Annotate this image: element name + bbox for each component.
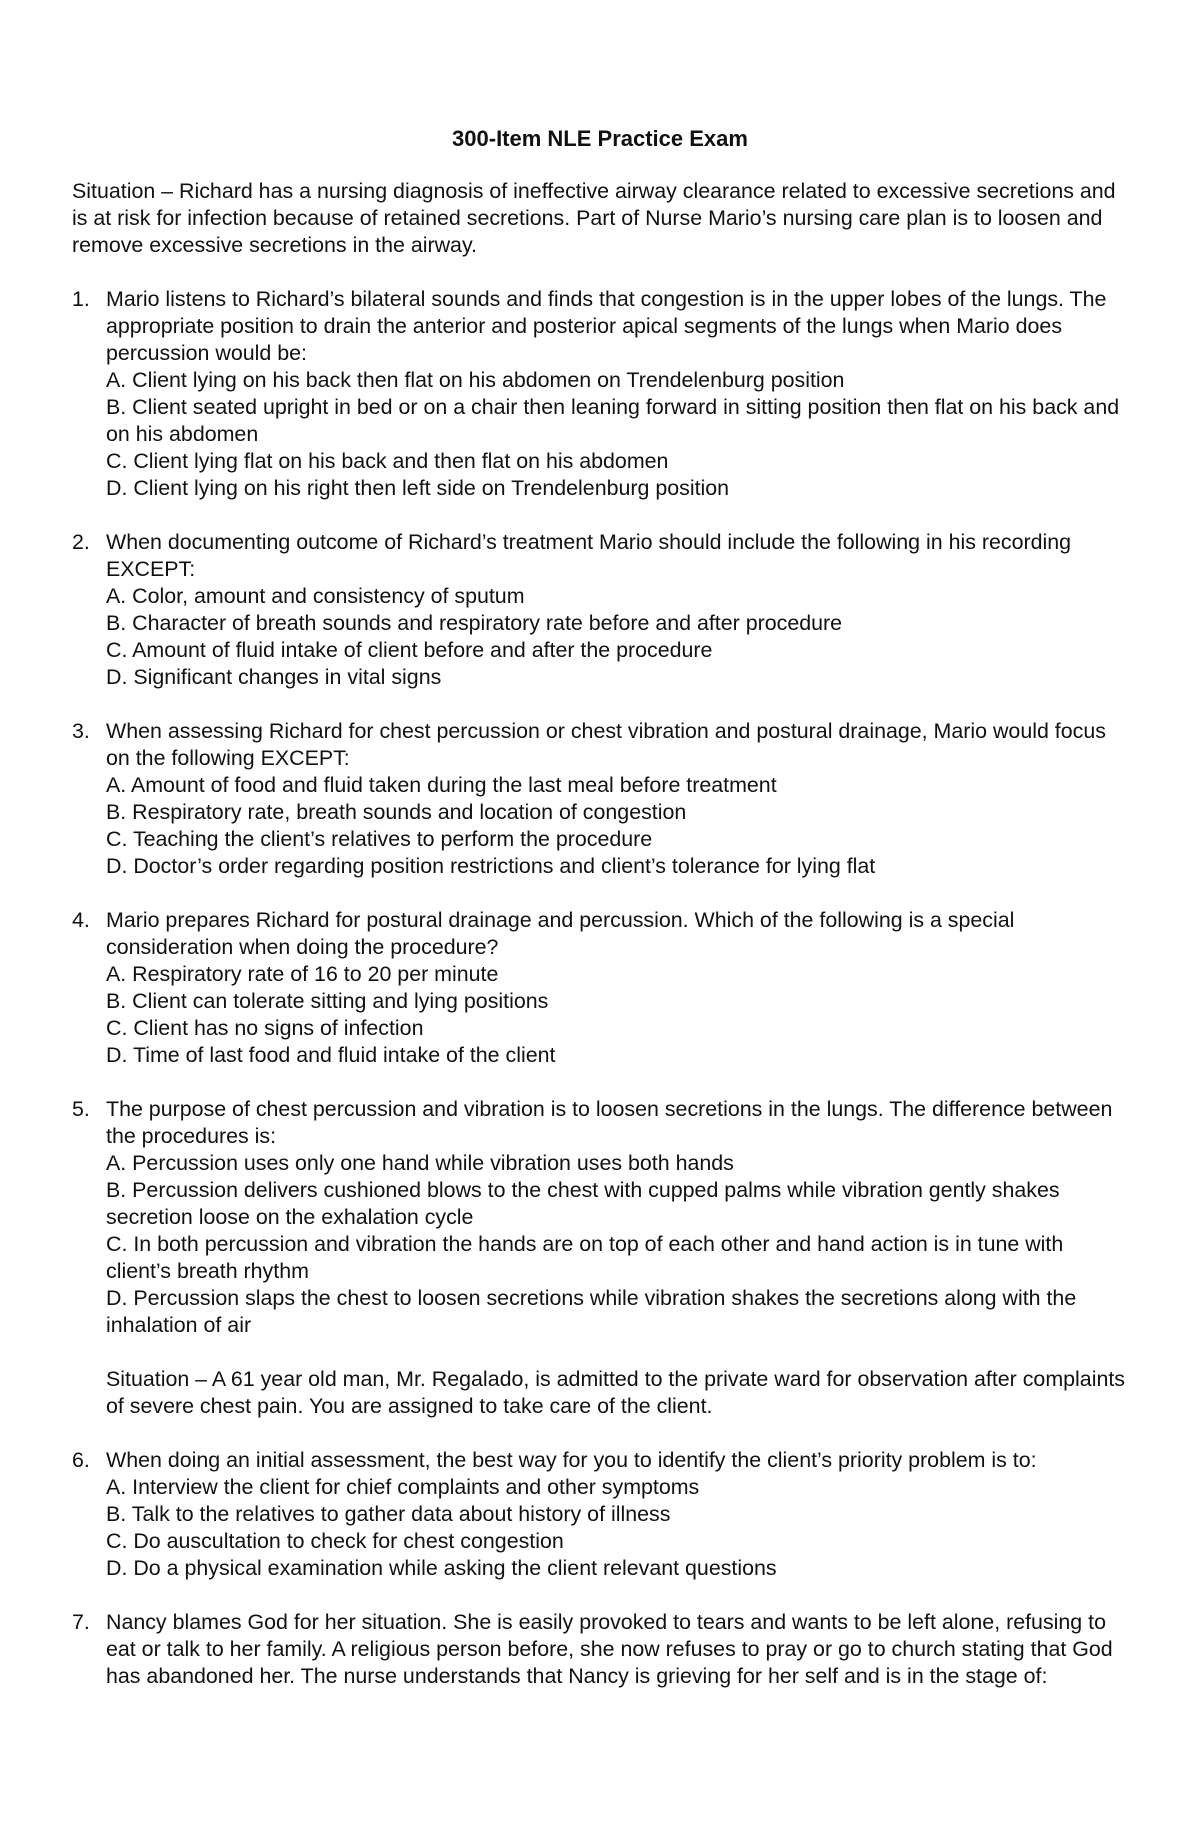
answer-option: A. Color, amount and consistency of sputum — [106, 584, 525, 608]
page-title: 300-Item NLE Practice Exam — [452, 126, 748, 151]
answer-option: D. Significant changes in vital signs — [106, 665, 442, 689]
question-stem: Mario listens to Richard’s bilateral sounds and finds that congestion is in the upper lobes of the lungs. The appropriate position to drain the anterior and posterior apical segments of the lungs when Mario does percussion would be: — [106, 287, 1107, 365]
answer-option: B. Respiratory rate, breath sounds and location of congestion — [106, 800, 687, 824]
question-number: 4. — [72, 908, 90, 932]
answer-option: C. In both percussion and vibration the hands are on top of each other and hand action is in tune with client’s breath rhythm — [106, 1232, 1064, 1283]
question-item — [72, 529, 1132, 691]
answer-option: B. Client seated upright in bed or on a chair then leaning forward in sitting position then flat on his back and on his abdomen — [106, 395, 1120, 446]
answer-option: B. Percussion delivers cushioned blows to the chest with cupped palms while vibration gently shakes secretion loose on the exhalation cycle — [106, 1178, 1060, 1229]
answer-option: D. Percussion slaps the chest to loosen secretions while vibration shakes the secretions along with the inhalation of air — [106, 1286, 1077, 1337]
question-number: 3. — [72, 719, 90, 743]
question-stem: The purpose of chest percussion and vibration is to loosen secretions in the lungs. The difference between the procedures is: — [106, 1097, 1113, 1148]
answer-option: B. Talk to the relatives to gather data about history of illness — [106, 1502, 671, 1526]
question-stem: Mario prepares Richard for postural drainage and percussion. Which of the following is a special consideration when doing the procedure? — [106, 908, 1015, 959]
question-number: 2. — [72, 530, 90, 554]
question-stem: When doing an initial assessment, the best way for you to identify the client’s priority problem is to: — [106, 1448, 1037, 1472]
question-item — [72, 907, 1132, 1069]
answer-option: D. Client lying on his right then left side on Trendelenburg position — [106, 476, 730, 500]
answer-option: A. Interview the client for chief complaints and other symptoms — [106, 1475, 700, 1499]
answer-option: C. Client has no signs of infection — [106, 1016, 424, 1040]
question-number: 1. — [72, 287, 90, 311]
situation-paragraph: Situation – Richard has a nursing diagnosis of ineffective airway clearance related to excessive secretions and is at risk for infection because of retained secretions. Part of Nurse Mario’s nursing care plan is to loosen and remove excessive secretions in the airway. — [72, 179, 1116, 257]
answer-option: D. Doctor’s order regarding position restrictions and client’s tolerance for lying flat — [106, 854, 876, 878]
question-stem: When documenting outcome of Richard’s treatment Mario should include the following in his recording EXCEPT: — [106, 530, 1072, 581]
question-stem: When assessing Richard for chest percussion or chest vibration and postural drainage, Mario would focus on the following EXCEPT: — [106, 719, 1106, 770]
question-number: 6. — [72, 1448, 90, 1472]
question-item — [72, 286, 1132, 502]
answer-option: B. Client can tolerate sitting and lying positions — [106, 989, 549, 1013]
answer-option: D. Time of last food and fluid intake of the client — [106, 1043, 556, 1067]
question-stem: Nancy blames God for her situation. She is easily provoked to tears and wants to be left alone, refusing to eat or talk to her family. A religious person before, she now refuses to pray or go to church stating that God has abandoned her. The nurse understands that Nancy is grieving for her self and is in the stage of: — [106, 1610, 1113, 1688]
answer-option: C. Amount of fluid intake of client before and after the procedure — [106, 638, 713, 662]
question-number: 7. — [72, 1610, 90, 1634]
exam-content — [72, 178, 1132, 1717]
answer-option: C. Client lying flat on his back and then flat on his abdomen — [106, 449, 669, 473]
question-item — [72, 718, 1132, 880]
question-item — [72, 1609, 1132, 1690]
question-item — [72, 1096, 1132, 1420]
answer-option: A. Client lying on his back then flat on his abdomen on Trendelenburg position — [106, 368, 845, 392]
answer-option: B. Character of breath sounds and respiratory rate before and after procedure — [106, 611, 843, 635]
question-item — [72, 1447, 1132, 1582]
question-number: 5. — [72, 1097, 90, 1121]
answer-option: D. Do a physical examination while asking the client relevant questions — [106, 1556, 777, 1580]
answer-option: C. Teaching the client’s relatives to perform the procedure — [106, 827, 653, 851]
answer-option: A. Respiratory rate of 16 to 20 per minute — [106, 962, 499, 986]
situation-paragraph: Situation – A 61 year old man, Mr. Regalado, is admitted to the private ward for observation after complaints of severe chest pain. You are assigned to take care of the client. — [106, 1367, 1125, 1418]
answer-option: A. Percussion uses only one hand while vibration uses both hands — [106, 1151, 734, 1175]
answer-option: A. Amount of food and fluid taken during the last meal before treatment — [106, 773, 777, 797]
answer-option: C. Do auscultation to check for chest congestion — [106, 1529, 564, 1553]
question-list — [72, 286, 1132, 1690]
